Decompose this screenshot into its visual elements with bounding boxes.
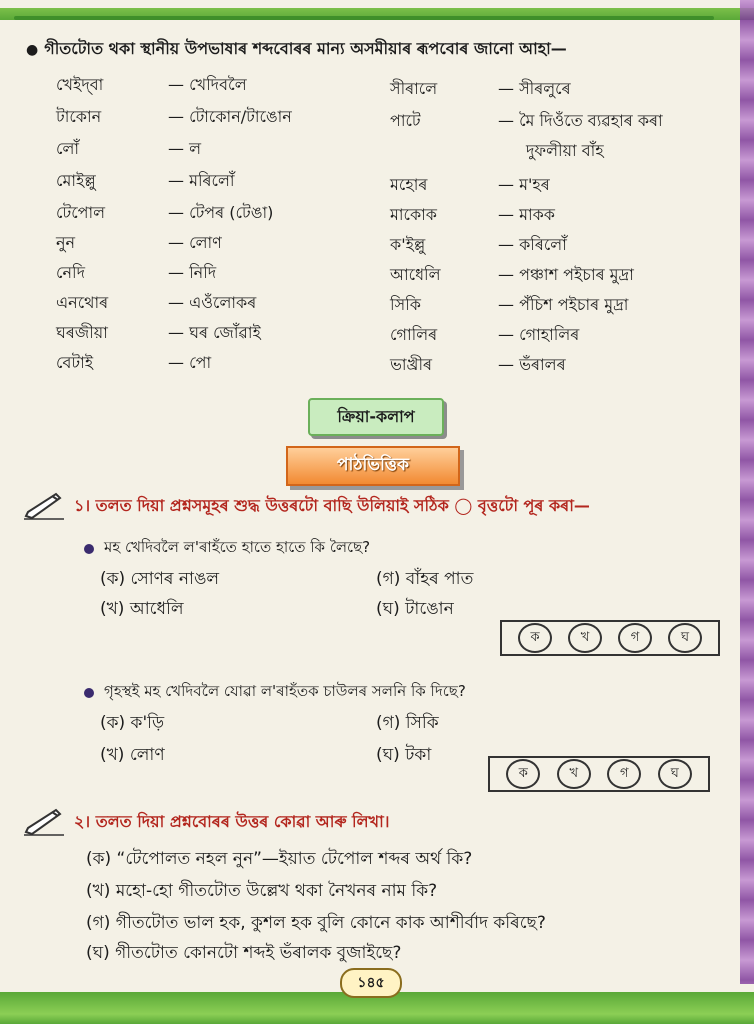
vocab-word: সিকি xyxy=(390,295,421,314)
vocab-meaning: — ল xyxy=(168,139,202,158)
q1-heading xyxy=(22,492,590,520)
vocab-word: বেটাই xyxy=(56,353,94,372)
answer-circle[interactable]: ঘ xyxy=(668,623,702,653)
vocab-word: নেদি xyxy=(56,263,86,282)
vocab-meaning: — টেপৰ (টেঙা) xyxy=(168,203,274,222)
vocab-word: গোলিৰ xyxy=(390,325,438,344)
answer-circles xyxy=(488,756,710,792)
vocab-meaning: — গোহালিৰ xyxy=(498,325,580,344)
vocab-meaning: — মাকক xyxy=(498,205,555,224)
vocab-meaning: — খেদিবলৈ xyxy=(168,75,247,94)
vocab-meaning: — টোকোন/টাঙোন xyxy=(168,107,292,126)
vocab-meaning: — পঞ্চাশ পইচাৰ মুদ্ৰা xyxy=(498,265,634,284)
answer-circle[interactable]: গ xyxy=(607,759,641,789)
option: (খ) লোণ xyxy=(100,745,165,765)
vocab-meaning: — ভঁৰালৰ xyxy=(498,355,566,374)
vocab-meaning: — এওঁলোকৰ xyxy=(168,293,257,312)
vocab-word: নুন xyxy=(56,233,76,252)
option: (ক) ক'ড়ি xyxy=(100,713,165,733)
q2-heading xyxy=(22,808,389,836)
vocab-meaning: — লোণ xyxy=(168,233,222,252)
decorative-right-border xyxy=(740,0,754,1024)
top-divider xyxy=(14,16,714,20)
pencil-icon xyxy=(22,492,66,520)
vocab-word: খেইদ্‌বা xyxy=(56,75,104,94)
answer-circle[interactable]: ক xyxy=(506,759,540,789)
answer-circle[interactable]: ক xyxy=(518,623,552,653)
text-based-section-label: পাঠভিত্তিক xyxy=(286,446,460,486)
q2-item: (ঘ) গীতটোত কোনটো শব্দই ভঁৰালক বুজাইছে? xyxy=(86,943,402,963)
option: (ঘ) টকা xyxy=(376,745,432,765)
answer-circle[interactable]: গ xyxy=(618,623,652,653)
vocab-word: সীৰালে xyxy=(390,79,438,98)
bullet-icon xyxy=(84,688,94,698)
answer-circles xyxy=(500,620,720,656)
answer-circle[interactable]: খ xyxy=(557,759,591,789)
vocab-word: আধেলি xyxy=(390,265,441,284)
q1-item-2 xyxy=(84,680,466,705)
activity-section-label: ক্ৰিয়া-কলাপ xyxy=(308,398,444,436)
question-text: গৃহস্থই মহ খেদিবলৈ যোৱা ল'ৰাহঁতক চাউলৰ সলনি কি দিছে? xyxy=(104,682,466,700)
vocab-meaning: — নিদি xyxy=(168,263,217,282)
top-border xyxy=(0,0,754,30)
vocab-word: টেপোল xyxy=(56,203,106,222)
answer-circle[interactable]: ঘ xyxy=(658,759,692,789)
vocab-word: লোঁ xyxy=(56,139,80,158)
vocab-word: টাকোন xyxy=(56,107,102,126)
q1-heading-text: ১। তলত দিয়া প্ৰশ্নসমূহৰ শুদ্ধ উত্তৰটো বাছি উলিয়াই সঠিক ◯ বৃত্তটো পূৰ কৰা— xyxy=(74,495,590,515)
q2-item: (ক) “টেপোলত নহল নুন”—ইয়াত টেপোল শব্দৰ অৰ্থ কি? xyxy=(86,849,473,869)
bullet-icon: ● xyxy=(26,42,39,58)
option: (ঘ) টাঙোন xyxy=(376,599,454,619)
question-text: মহ খেদিবলৈ ল'ৰাহঁতে হাতে হাতে কি লৈছে? xyxy=(104,538,371,556)
vocab-word: মহোৰ xyxy=(390,175,428,194)
vocab-meaning: — সীৰলুৰে xyxy=(498,79,571,98)
vocab-meaning: দুফলীয়া বাঁহ xyxy=(526,141,604,160)
vocab-instruction xyxy=(26,36,567,63)
vocab-meaning: — পো xyxy=(168,353,212,372)
pencil-icon xyxy=(22,808,66,836)
vocab-meaning: — পঁচিশ পইচাৰ মুদ্ৰা xyxy=(498,295,629,314)
option: (গ) সিকি xyxy=(376,713,439,733)
q1-item-1 xyxy=(84,536,370,561)
answer-circle[interactable]: খ xyxy=(568,623,602,653)
vocab-meaning: — কৰিলোঁ xyxy=(498,235,567,254)
vocab-word: ভাখ্ৰীৰ xyxy=(390,355,433,374)
instruction-text: গীতটোত থকা স্থানীয় উপভাষাৰ শব্দবোৰৰ মান্য অসমীয়াৰ ৰূপবোৰ জানো আহা— xyxy=(44,39,567,58)
vocab-meaning: — ম'হৰ xyxy=(498,175,550,194)
page-number: ১৪৫ xyxy=(340,968,402,998)
option: (গ) বাঁহৰ পাত xyxy=(376,569,474,589)
q2-item: (খ) মহো-হো গীতটোত উল্লেখ থকা নৈখনৰ নাম কি? xyxy=(86,881,438,901)
q2-item: (গ) গীতটোত ভাল হক, কুশল হক বুলি কোনে কাক আশীৰ্বাদ কৰিছে? xyxy=(86,913,546,933)
vocab-meaning: — মৈ দিওঁতে ব্যৱহাৰ কৰা xyxy=(498,111,663,130)
option: (খ) আধেলি xyxy=(100,599,184,619)
vocab-meaning: — মৰিলোঁ xyxy=(168,171,235,190)
vocab-word: মাকোক xyxy=(390,205,437,224)
option: (ক) সোণৰ নাঙল xyxy=(100,569,220,589)
bullet-icon xyxy=(84,544,94,554)
vocab-word: ক'ইল্লু xyxy=(390,235,426,254)
vocab-word: ঘৰজীয়া xyxy=(56,323,108,342)
q2-heading-text: ২। তলত দিয়া প্ৰশ্নবোৰৰ উত্তৰ কোৱা আৰু লিখা। xyxy=(74,811,390,831)
vocab-meaning: — ঘৰ জোঁৱাই xyxy=(168,323,261,342)
vocab-word: মোইল্লু xyxy=(56,171,96,190)
vocab-word: এনথোৰ xyxy=(56,293,109,312)
vocab-word: পাটে xyxy=(390,111,421,130)
